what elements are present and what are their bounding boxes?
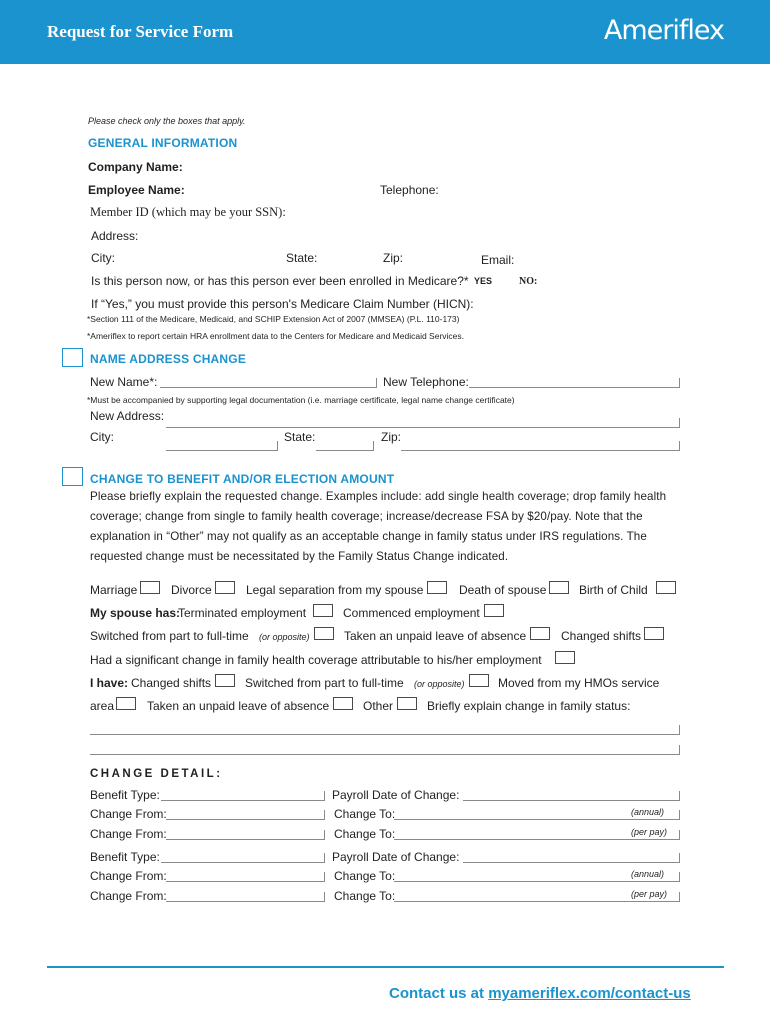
my-spouse-has-label: My spouse has: <box>90 606 181 620</box>
payroll-date-label-2: Payroll Date of Change: <box>332 850 460 864</box>
significant-change-label: Had a significant change in family health coverage attributable to his/her employment <box>90 653 542 667</box>
change-detail-heading: CHANGE DETAIL: <box>90 768 223 780</box>
new-state-label: State: <box>284 430 316 444</box>
unpaid-leave-label: Taken an unpaid leave of absence <box>344 629 527 643</box>
zip-label: Zip: <box>383 251 404 265</box>
telephone-label: Telephone: <box>380 183 439 197</box>
new-address-field[interactable] <box>166 427 680 428</box>
legal-separation-label: Legal separation from my spouse <box>246 583 424 597</box>
name-change-heading: NAME ADDRESS CHANGE <box>90 352 247 366</box>
medicare-question: Is this person now, or has this person ever been enrolled in Medicare?* <box>91 274 469 288</box>
per-pay-note-1: (per pay) <box>631 827 668 837</box>
benefit-type-field-1[interactable] <box>161 800 325 801</box>
benefit-type-label-2: Benefit Type: <box>90 850 160 864</box>
change-from-field-1b[interactable] <box>166 839 325 840</box>
i-unpaid-leave-label: Taken an unpaid leave of absence <box>147 699 330 713</box>
new-address-label: New Address: <box>90 409 165 423</box>
change-from-label-2b: Change From: <box>90 889 167 903</box>
significant-change-checkbox[interactable] <box>555 651 575 664</box>
terminated-employment-label: Terminated employment <box>178 606 307 620</box>
legal-separation-checkbox[interactable] <box>427 581 447 594</box>
divorce-checkbox[interactable] <box>215 581 235 594</box>
benefit-change-checkbox[interactable] <box>62 467 83 486</box>
change-from-field-1a[interactable] <box>166 819 325 820</box>
contact-prefix: Contact us at <box>389 985 489 1002</box>
new-telephone-field[interactable] <box>469 387 680 388</box>
moved-hmo-label: Moved from my HMOs service <box>498 676 660 690</box>
switched-part-full-label: Switched from part to full-time <box>90 629 249 643</box>
explain-line-1[interactable] <box>90 734 680 735</box>
commenced-employment-checkbox[interactable] <box>484 604 504 617</box>
address-label: Address: <box>91 229 139 243</box>
terminated-employment-checkbox[interactable] <box>313 604 333 617</box>
footnote-hra: *Ameriflex to report certain HRA enrollment data to the Centers for Medicare and Medicaid Services. <box>87 331 465 341</box>
new-telephone-label: New Telephone: <box>383 375 469 389</box>
email-label: Email: <box>481 253 515 267</box>
payroll-date-field-1[interactable] <box>463 800 680 801</box>
name-address-change-checkbox[interactable] <box>62 348 83 367</box>
area-label: area <box>90 699 115 713</box>
new-city-field[interactable] <box>166 450 278 451</box>
hicn-label: If “Yes,” you must provide this person's Medicare Claim Number (HICN): <box>91 297 474 311</box>
change-to-field-2b[interactable] <box>394 901 680 902</box>
change-to-label-1b: Change To: <box>334 827 396 841</box>
switched-part-full-checkbox[interactable] <box>314 627 334 640</box>
medicare-no-label: NO: <box>519 276 538 287</box>
medicare-yes-label: YES <box>474 276 493 286</box>
annual-note-1: (annual) <box>631 807 665 817</box>
change-to-label-1a: Change To: <box>334 807 396 821</box>
company-name-label: Company Name: <box>88 160 183 174</box>
contact-line <box>389 985 691 1002</box>
changed-shifts-label: Changed shifts <box>561 629 642 643</box>
change-from-field-2b[interactable] <box>166 901 325 902</box>
i-have-label: I have: <box>90 676 129 690</box>
footnote-mmsea: *Section 111 of the Medicare, Medicaid, and SCHIP Extension Act of 2007 (MMSEA) (P.L. 110-173) <box>87 314 460 324</box>
death-spouse-checkbox[interactable] <box>549 581 569 594</box>
new-name-label: New Name*: <box>90 375 158 389</box>
i-changed-shifts-label: Changed shifts <box>131 676 212 690</box>
i-switched-checkbox[interactable] <box>469 674 489 687</box>
change-to-field-1b[interactable] <box>394 839 680 840</box>
death-spouse-label: Death of spouse <box>459 583 547 597</box>
new-state-field[interactable] <box>316 450 374 451</box>
marriage-checkbox[interactable] <box>140 581 160 594</box>
change-from-label-1b: Change From: <box>90 827 167 841</box>
new-name-field[interactable] <box>160 387 377 388</box>
change-to-label-2a: Change To: <box>334 869 396 883</box>
employee-name-label: Employee Name: <box>88 183 185 197</box>
member-id-label: Member ID (which may be your SSN): <box>90 205 286 219</box>
explain-line-2[interactable] <box>90 754 680 755</box>
new-zip-field[interactable] <box>401 450 680 451</box>
annual-note-2: (annual) <box>631 869 665 879</box>
contact-link[interactable]: myameriflex.com/contact-us <box>488 985 691 1002</box>
ameriflex-logo: Ameriflex <box>603 15 724 46</box>
per-pay-note-2: (per pay) <box>631 889 668 899</box>
benefit-type-field-2[interactable] <box>161 862 325 863</box>
i-changed-shifts-checkbox[interactable] <box>215 674 235 687</box>
commenced-employment-label: Commenced employment <box>343 606 480 620</box>
changed-shifts-checkbox[interactable] <box>644 627 664 640</box>
i-switched-label: Switched from part to full-time <box>245 676 404 690</box>
change-to-field-2a[interactable] <box>394 881 680 882</box>
state-label: State: <box>286 251 318 265</box>
footer-divider <box>47 966 724 968</box>
legal-doc-note: *Must be accompanied by supporting legal documentation (i.e. marriage certificate, legal name change certificate) <box>87 395 515 405</box>
page-header <box>0 0 770 64</box>
new-city-label: City: <box>90 430 114 444</box>
form-title: Request for Service Form <box>47 22 234 41</box>
new-zip-label: Zip: <box>381 430 402 444</box>
general-info-heading: GENERAL INFORMATION <box>88 136 238 150</box>
benefit-change-heading: CHANGE TO BENEFIT AND/OR ELECTION AMOUNT <box>90 472 395 486</box>
change-to-label-2b: Change To: <box>334 889 396 903</box>
benefit-type-label-1: Benefit Type: <box>90 788 160 802</box>
birth-child-label: Birth of Child <box>579 583 648 597</box>
briefly-explain-label: Briefly explain change in family status: <box>427 699 631 713</box>
marriage-label: Marriage <box>90 583 138 597</box>
change-to-field-1a[interactable] <box>394 819 680 820</box>
birth-child-checkbox[interactable] <box>656 581 676 594</box>
change-from-label-2a: Change From: <box>90 869 167 883</box>
payroll-date-field-2[interactable] <box>463 862 680 863</box>
other-label: Other <box>363 699 394 713</box>
or-opposite-note-2: (or opposite) <box>414 679 465 689</box>
city-label: City: <box>91 251 115 265</box>
payroll-date-label-1: Payroll Date of Change: <box>332 788 460 802</box>
i-unpaid-leave-checkbox[interactable] <box>333 697 353 710</box>
change-from-label-1a: Change From: <box>90 807 167 821</box>
divorce-label: Divorce <box>171 583 212 597</box>
benefit-change-explanation: Please briefly explain the requested change. Examples include: add single health coverage; drop family health coverage; change from single to family health coverage; increase/decrease FSA by $20/pay. Note that the explanation in “Other” may not qualify as an acceptable change in family status under IRS regulations. The requested change must be necessitated by the Family Status Change indicated. <box>90 490 667 563</box>
or-opposite-note: (or opposite) <box>259 632 310 642</box>
other-checkbox[interactable] <box>397 697 417 710</box>
moved-hmo-checkbox[interactable] <box>116 697 136 710</box>
unpaid-leave-checkbox[interactable] <box>530 627 550 640</box>
instructions: Please check only the boxes that apply. <box>88 116 246 126</box>
change-from-field-2a[interactable] <box>166 881 325 882</box>
